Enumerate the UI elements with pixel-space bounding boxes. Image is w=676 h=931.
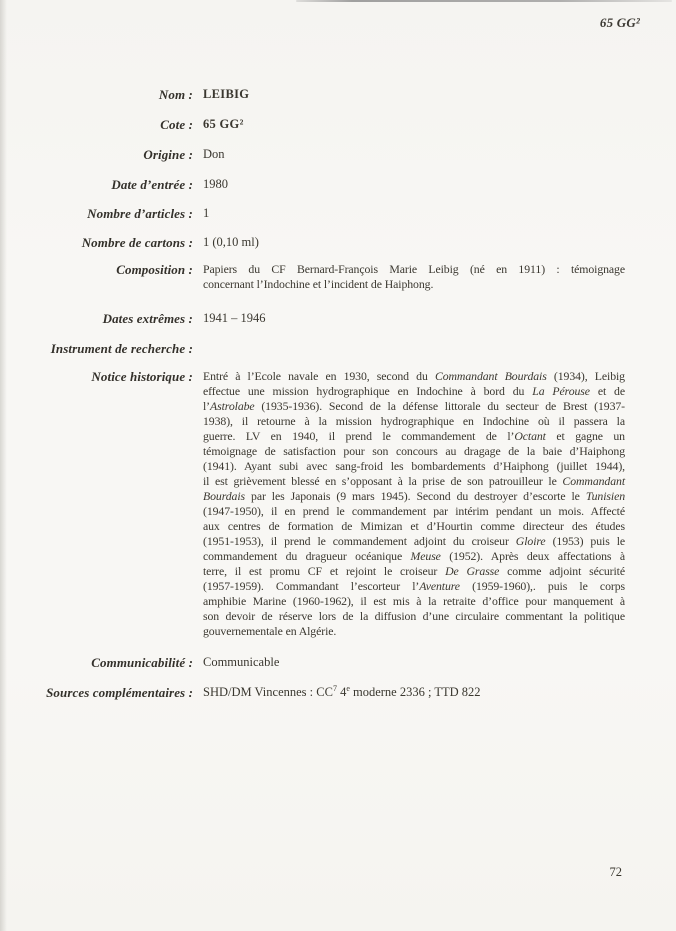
paragraph-line: guerre. LV en 1940, il prend le commandement de l’Octant et gagne un (203, 429, 625, 443)
field-label-nom: Nom : (158, 87, 193, 102)
field-value-nb-articles: 1 (203, 206, 210, 220)
field-row-cote (0, 117, 625, 132)
field-label-communicabilite: Communicabilité : (91, 655, 193, 670)
field-label-nb-articles: Nombre d’articles : (87, 206, 193, 221)
field-label-cote: Cote : (160, 117, 193, 132)
field-value-dates-extremes: 1941 – 1946 (203, 311, 266, 325)
field-label-sources: Sources complémentaires : (46, 685, 193, 700)
field-value-communicabilite: Communicable (203, 655, 280, 669)
paragraph-line: concernant l’Indochine et l’incident de Haiphong. (203, 277, 434, 291)
field-value-nb-cartons: 1 (0,10 ml) (203, 235, 259, 249)
paragraph-line: amphibie Marine (1960-1962), il est mis à la retraite d’office pour manquement à (203, 594, 625, 608)
paragraph-line: l’Astrolabe (1935-1936). Second de la défense littorale du secteur de Brest (1937- (203, 399, 625, 413)
field-row-nb-articles (0, 206, 625, 221)
paragraph-line: commandement du dragueur océanique Meuse (1952). Après deux affectations à (203, 549, 625, 563)
paragraph-line: (1941). Ayant subi avec sang-froid les bombardements d’Haiphong (juillet 1944), (203, 459, 625, 473)
paragraph-line: (1951-1953), il prend le commandement adjoint du croiseur Gloire (1953) puis le (203, 534, 626, 548)
field-row-composition (0, 262, 625, 292)
field-value-nom: LEIBIG (203, 87, 250, 101)
paragraph-line: Papiers du CF Bernard-François Marie Leibig (né en 1911) : témoignage (203, 262, 625, 276)
paragraph-line: terre, il est promu CF et rejoint le croiseur De Grasse comme adjoint sécurité (203, 564, 625, 578)
field-label-instrument: Instrument de recherche : (50, 341, 193, 356)
paragraph-line: (1947-1950), il en prend le commandement par intérim pendant un mois. Affecté (203, 504, 625, 518)
field-row-dates-extremes (0, 311, 625, 326)
field-row-nb-cartons (0, 235, 625, 250)
field-row-instrument (0, 341, 625, 356)
field-row-notice-historique (0, 369, 625, 639)
paragraph-line: Bourdais par les Japonais (9 mars 1945). Second du destroyer d’escorte le Tunisien (203, 489, 625, 503)
paragraph-line: (1957-1959). Commandant l’escorteur l’Aventure (1959-1960),. puis le corps (203, 579, 625, 593)
paragraph-line: 1938), il retourne à la mission hydrographique en Indochine où il passera la (203, 414, 625, 428)
header-cote: 65 GG² (599, 15, 640, 30)
field-label-origine: Origine : (143, 147, 193, 162)
paragraph-line: gouvernementale en Algérie. (203, 624, 337, 638)
field-label-nb-cartons: Nombre de cartons : (81, 235, 193, 250)
field-label-dates-extremes: Dates extrêmes : (102, 311, 193, 326)
field-row-nom (0, 87, 625, 102)
scan-top-edge-line (296, 0, 672, 2)
field-value-origine: Don (203, 147, 225, 161)
field-label-composition: Composition : (116, 262, 193, 277)
paragraph-line: son devoir de réserve lors de la diffusion d’une circulaire commentant la politique (203, 609, 625, 623)
field-value-composition (203, 262, 625, 292)
paragraph-line: effectue une mission hydrographique en Indochine à bord du La Pérouse et de (203, 384, 625, 398)
page-number: 72 (609, 865, 622, 879)
field-label-notice-historique: Notice historique : (91, 369, 193, 384)
field-row-sources (0, 685, 625, 700)
field-row-communicabilite (0, 655, 625, 670)
field-row-date-entree (0, 177, 625, 192)
field-label-date-entree: Date d’entrée : (111, 177, 193, 192)
paragraph-line: aux centres de formation de Mimizan et d’Hourtin comme directeur des études (203, 519, 625, 533)
paragraph-line: Entré à l’Ecole navale en 1930, second du Commandant Bourdais (1934), Leibig (203, 369, 625, 383)
field-value-cote: 65 GG² (203, 117, 244, 131)
field-value-date-entree: 1980 (203, 177, 228, 191)
field-value-notice-historique (203, 369, 625, 639)
paragraph-line: il est grièvement blessé en s’opposant à la prise de son patrouilleur le Commandant (203, 474, 625, 488)
field-value-sources: SHD/DM Vincennes : $CC^7$ 4e moderne 2336 ; TTD 822 (203, 683, 481, 699)
field-row-origine (0, 147, 625, 162)
paragraph-line: témoignage de satisfaction pour son concours au dragage de la baie d’Haiphong (203, 444, 625, 458)
